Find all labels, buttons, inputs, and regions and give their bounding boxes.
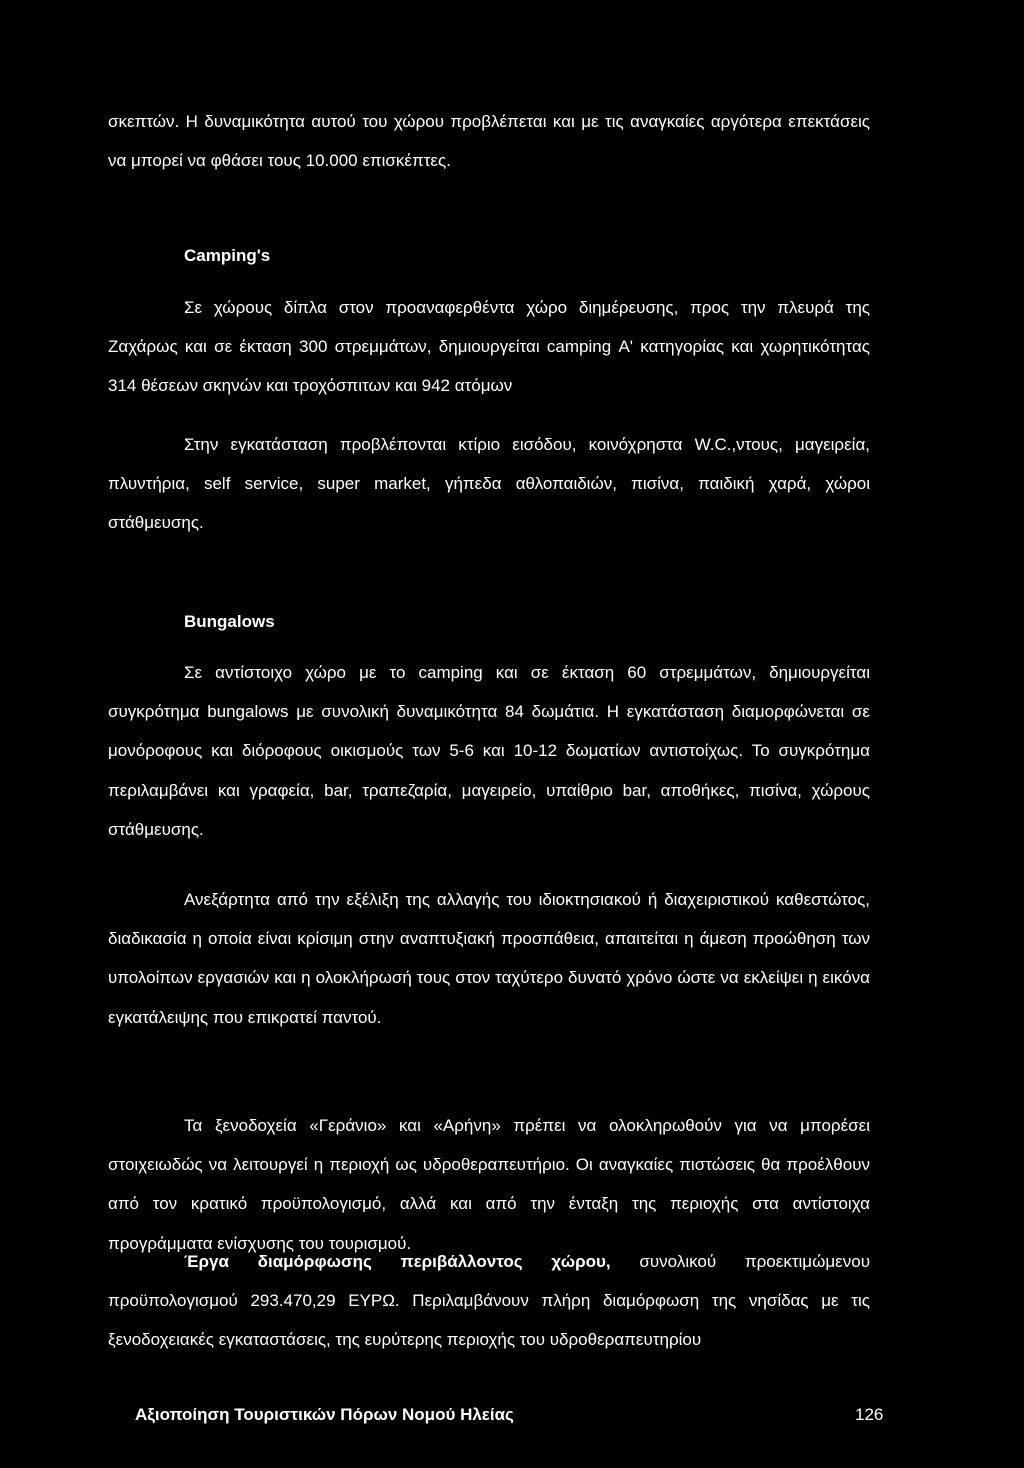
works-bold-lead: Έργα διαμόρφωσης περιβάλλοντος χώρου,: [184, 1252, 611, 1271]
works-rest: συνολικού προεκτιμώμενου προϋπολογισμού 293.470,29 ΕΥΡΩ. Περιλαμβάνουν πλήρη διαμόρφωση της νησίδας με τις ξενοδοχειακές εγκαταστάσεις, της ευρύτερης περιοχής του υδροθεραπευτηρίου: [108, 1252, 870, 1350]
bungalows-paragraph-2: Ανεξάρτητα από την εξέλιξη της αλλαγής του ιδιοκτησιακού ή διαχειριστικού καθεστώτος, διαδικασία η οποία είναι κρίσιμη στην αναπτυξιακή προσπάθεια, απαιτείται η άμεση προώθηση των υπολοίπων εργασιών και η ολοκλήρωσή τους στον ταχύτερο δυνατό χρόνο ώστε να εκλείψει η εικόνα εγκατάλειψης που επικρατεί παντού.: [108, 890, 870, 1027]
camping-heading: Camping's: [184, 246, 271, 265]
camping-paragraph-1: Σε χώρους δίπλα στον προαναφερθέντα χώρο διημέρευσης, προς την πλευρά της Ζαχάρως και σε έκταση 300 στρεμμάτων, δημιουργείται camping Α' κατηγορίας και χωρητικότητας 314 θέσεων σκηνών και τροχόσπιτων και 942 ατόμων: [108, 298, 870, 396]
intro-paragraph: σκεπτών. Η δυναμικότητα αυτού του χώρου προβλέπεται και με τις αναγκαίες αργότερα επεκτάσεις να μπορεί να φθάσει τους 10.000 επισκέπτες.: [108, 112, 870, 171]
bungalows-paragraph-1: Σε αντίστοιχο χώρο με το camping και σε έκταση 60 στρεμμάτων, δημιουργείται συγκρότημα bungalows με συνολική δυναμικότητα 84 δωμάτια. Η εγκατάσταση διαμορφώνεται σε μονόροφους και διόροφους οικισμούς των 5-6 και 10-12 δωματίων αντιστοίχως. Το συγκρότημα περιλαμβάνει και γραφεία, bar, τραπεζαρία, μαγειρείο, υπαίθριο bar, αποθήκες, πισίνα, χώρους στάθμευσης.: [108, 663, 870, 839]
camping-paragraph-2: Στην εγκατάσταση προβλέπονται κτίριο εισόδου, κοινόχρηστα W.C.,ντους, μαγειρεία, πλυντήρια, self service, super market, γήπεδα αθλοπαιδιών, πισίνα, παιδική χαρά, χώροι στάθμευσης.: [108, 435, 870, 533]
footer-title: Αξιοποίηση Τουριστικών Πόρων Νομού Ηλείας: [135, 1405, 514, 1424]
page-number: 126: [855, 1405, 884, 1424]
bungalows-heading: Bungalows: [184, 612, 275, 631]
works-paragraph: [108, 1242, 870, 1360]
bungalows-paragraph-3: Τα ξενοδοχεία «Γεράνιο» και «Αρήνη» πρέπει να ολοκληρωθούν για να μπορέσει στοιχειωδώς να λειτουργεί η περιοχή ως υδροθεραπευτήριο. Οι αναγκαίες πιστώσεις θα προέλθουν από τον κρατικό προϋπολογισμό, αλλά και από την ένταξη της περιοχής στα αντίστοιχα προγράμματα ενίσχυσης του τουρισμού.: [108, 1116, 870, 1253]
